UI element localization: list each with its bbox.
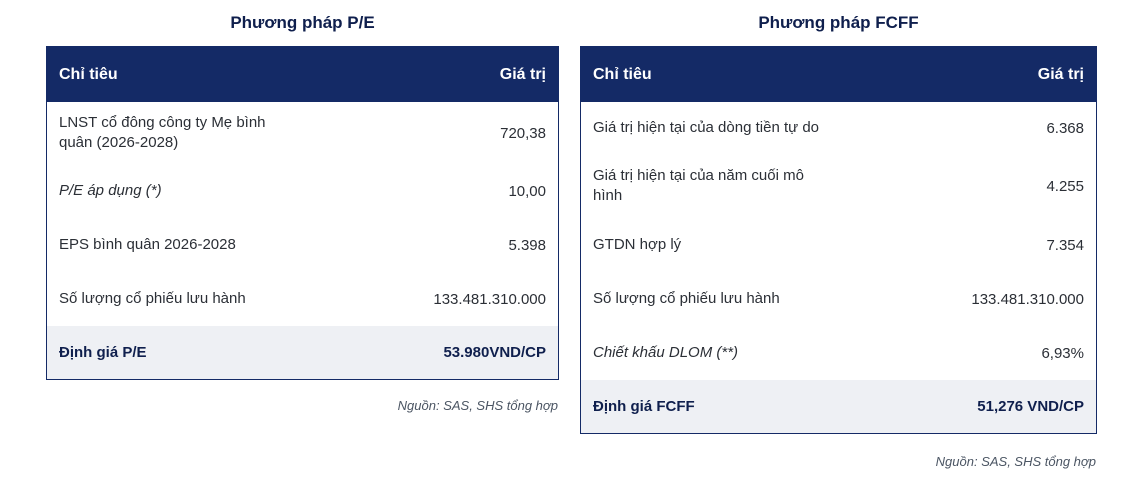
row-value: 4.255 xyxy=(1046,177,1084,195)
table-row xyxy=(47,272,558,326)
fcff-header-indicator: Chỉ tiêu xyxy=(593,65,652,83)
row-label: Số lượng cổ phiếu lưu hành xyxy=(59,290,246,307)
pe-table-header xyxy=(47,47,558,102)
row-label: LNST cổ đông công ty Mẹ bình quân (2026-2028) xyxy=(59,114,266,151)
row-value: 720,38 xyxy=(500,124,546,142)
pe-total-row xyxy=(47,326,558,379)
table-row xyxy=(581,326,1096,380)
pe-title: Phương pháp P/E xyxy=(230,13,375,32)
table-row xyxy=(47,218,558,272)
row-value: 7.354 xyxy=(1046,236,1084,254)
pe-table xyxy=(46,46,559,380)
row-label: Chiết khấu DLOM (**) xyxy=(593,344,739,361)
row-value: 10,00 xyxy=(508,182,546,200)
total-label: Định giá P/E xyxy=(59,343,147,361)
row-value: 5.398 xyxy=(508,236,546,254)
fcff-panel xyxy=(580,0,1097,434)
pe-source-note: Nguồn: SAS, SHS tổng hợp xyxy=(397,398,558,413)
total-value: 53.980VND/CP xyxy=(443,344,546,361)
table-row xyxy=(581,154,1096,218)
table-row xyxy=(47,102,558,164)
row-label: EPS bình quân 2026-2028 xyxy=(59,236,236,253)
row-label: Số lượng cổ phiếu lưu hành xyxy=(593,290,780,307)
fcff-title: Phương pháp FCFF xyxy=(758,13,919,32)
fcff-table-header xyxy=(581,47,1096,102)
fcff-source-note: Nguồn: SAS, SHS tổng hợp xyxy=(935,454,1096,469)
row-value: 6,93% xyxy=(1041,344,1084,362)
row-label: Giá trị hiện tại của năm cuối mô hình xyxy=(593,167,804,204)
row-value: 133.481.310.000 xyxy=(433,290,546,308)
pe-panel xyxy=(46,0,559,380)
row-label: P/E áp dụng (*) xyxy=(59,182,162,199)
table-row xyxy=(581,102,1096,154)
row-value: 133.481.310.000 xyxy=(971,290,1084,308)
fcff-total-row xyxy=(581,380,1096,433)
table-row xyxy=(581,272,1096,326)
fcff-table xyxy=(580,46,1097,434)
pe-header-indicator: Chỉ tiêu xyxy=(59,65,118,83)
pe-header-value: Giá trị xyxy=(499,65,546,83)
row-label: GTDN hợp lý xyxy=(593,236,682,253)
table-row xyxy=(47,164,558,218)
fcff-header-value: Giá trị xyxy=(1037,65,1084,83)
total-value: 51,276 VND/CP xyxy=(977,398,1084,415)
row-value: 6.368 xyxy=(1046,119,1084,137)
total-label: Định giá FCFF xyxy=(593,397,695,415)
table-row xyxy=(581,218,1096,272)
row-label: Giá trị hiện tại của dòng tiền tự do xyxy=(593,119,820,136)
